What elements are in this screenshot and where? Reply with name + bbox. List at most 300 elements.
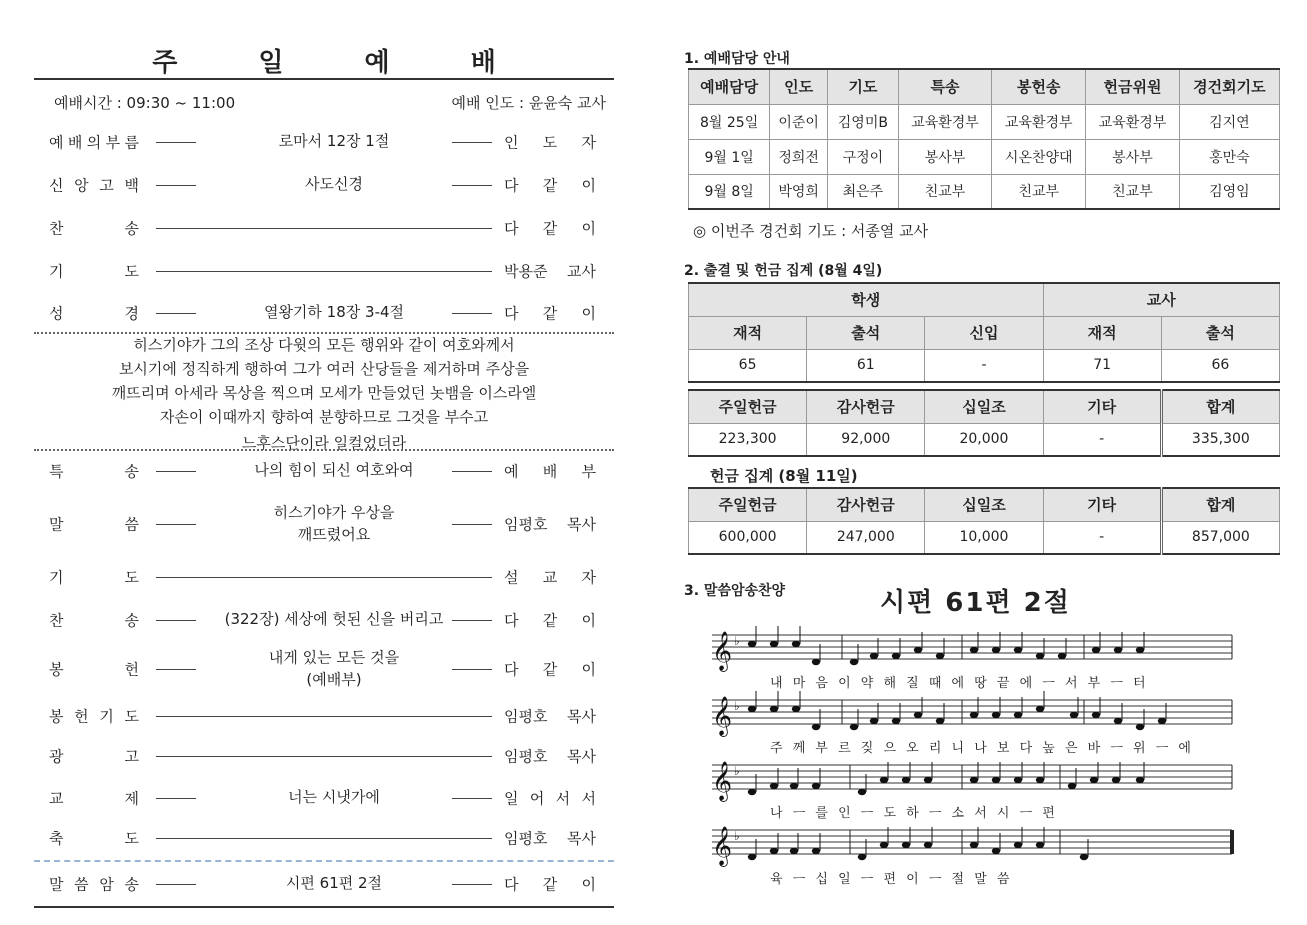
- table-cell: 857,000: [1161, 521, 1279, 554]
- leader-line: [156, 716, 492, 717]
- note-head: [970, 712, 978, 718]
- order-row: [34, 864, 614, 904]
- order-person-part: 목사: [567, 829, 596, 848]
- order-row: [34, 208, 614, 248]
- order-person-part: 자: [581, 568, 596, 587]
- duty-cell: 교육환경부: [992, 104, 1086, 139]
- note-head: [936, 718, 944, 724]
- order-label: [49, 567, 139, 588]
- offering-value-row: [689, 521, 1280, 554]
- table-cell: 주일헌금: [689, 390, 807, 423]
- scripture-line: 히스기야가 그의 조상 다윗의 모든 행위와 같이 여호와께서: [133, 336, 515, 354]
- order-label: [49, 218, 139, 239]
- song-title: 시편 61편 2절: [880, 588, 1071, 618]
- note-head: [850, 724, 858, 730]
- table-cell: 출석: [807, 316, 925, 349]
- table-cell: 66: [1161, 349, 1279, 382]
- note-head: [970, 842, 978, 848]
- flat-sign: ♭: [734, 764, 740, 778]
- duty-cell: 이준이: [770, 104, 828, 139]
- order-content: [174, 873, 494, 895]
- note-head: [1112, 777, 1120, 783]
- attendance-table: [688, 282, 1280, 383]
- order-label-char: 도: [124, 262, 139, 281]
- lyric-line: 내 마 음 이 약 해 질 때 에 땅 끝 에 ㅡ 서 부 ㅡ 터: [770, 676, 1149, 691]
- order-person: [504, 461, 596, 482]
- order-person-part: 자: [581, 133, 596, 152]
- note-head: [892, 653, 900, 659]
- note-head: [812, 724, 820, 730]
- order-person-part: 서: [555, 789, 571, 808]
- note-head: [970, 777, 978, 783]
- order-person-part: 목사: [567, 515, 596, 534]
- order-label: [49, 261, 139, 282]
- order-content: [174, 131, 494, 153]
- duty-cell: 김영임: [1179, 174, 1279, 209]
- order-label: [49, 659, 139, 680]
- flat-sign: ♭: [734, 699, 740, 713]
- order-label-char: 씀: [124, 515, 139, 534]
- order-row: [34, 818, 614, 858]
- table-cell: 재적: [1043, 316, 1161, 349]
- duty-cell: 박영희: [770, 174, 828, 209]
- order-label-char: 도: [124, 829, 139, 848]
- table-cell: 기타: [1043, 390, 1161, 423]
- order-label-char: 경: [124, 304, 139, 323]
- order-content: [174, 609, 494, 631]
- order-person-part: 목사: [567, 747, 596, 766]
- order-label-char: 암: [99, 875, 114, 894]
- order-row: [34, 165, 614, 205]
- duty-header-row: [689, 69, 1280, 104]
- order-person-part: 다: [504, 304, 519, 323]
- note-head: [1014, 647, 1022, 653]
- scripture-line: 보시기에 정직하게 행하여 그가 여러 산당들을 제거하며 주상을: [118, 360, 530, 378]
- note-head: [1080, 854, 1088, 860]
- order-person-part: 다: [504, 611, 519, 630]
- order-label: [49, 461, 139, 482]
- table-cell: 신입: [925, 316, 1043, 349]
- duty-cell: 구정이: [828, 139, 899, 174]
- treble-clef-icon: 𝄞: [712, 631, 733, 671]
- note-head: [858, 854, 866, 860]
- order-content-text: 나의 힘이 되신 여호와여: [246, 461, 421, 479]
- order-label-char: 광: [49, 747, 64, 766]
- note-head: [770, 641, 778, 647]
- note-head: [1158, 718, 1166, 724]
- table-cell: 합계: [1161, 390, 1279, 423]
- note-head: [1036, 842, 1044, 848]
- order-label-char: 도: [124, 568, 139, 587]
- duty-cell: 9월 1일: [689, 139, 770, 174]
- order-person: [504, 132, 596, 153]
- note-head: [870, 718, 878, 724]
- table-cell: 감사헌금: [807, 390, 925, 423]
- order-label: [49, 706, 139, 727]
- order-person-part: 임평호: [504, 829, 548, 848]
- leader-line: [156, 228, 492, 229]
- order-label-char: 송: [124, 219, 139, 238]
- treble-clef-icon: 𝄞: [712, 696, 733, 736]
- note-head: [1070, 712, 1078, 718]
- order-person-part: 인: [504, 133, 519, 152]
- leader-line: [156, 577, 492, 578]
- order-label: [49, 175, 139, 196]
- order-person: [504, 788, 596, 809]
- duty-cell: 친교부: [898, 174, 992, 209]
- table-cell: 재적: [689, 316, 807, 349]
- order-label: [49, 828, 139, 849]
- flat-sign: ♭: [734, 829, 740, 843]
- order-content-text: 로마서 12장 1절: [271, 132, 398, 150]
- order-label-char: 송: [124, 875, 139, 894]
- leader-line: [156, 838, 492, 839]
- order-person-part: 다: [504, 219, 519, 238]
- note-head: [992, 777, 1000, 783]
- duty-header-cell: 특송: [898, 69, 992, 104]
- note-head: [1014, 712, 1022, 718]
- duty-cell: 봉사부: [1086, 139, 1180, 174]
- order-person-part: 임평호: [504, 707, 548, 726]
- service-leader: 예배 인도 : 윤윤숙 교사: [451, 94, 606, 112]
- order-label-char: 찬: [49, 611, 64, 630]
- note-head: [748, 641, 756, 647]
- order-person-part: 도: [542, 133, 558, 152]
- order-label-char: 기: [99, 707, 114, 726]
- order-person-part: 설: [504, 568, 519, 587]
- note-head: [992, 647, 1000, 653]
- order-person: [504, 828, 596, 849]
- note-head: [1136, 647, 1144, 653]
- order-label-char: 제: [124, 789, 139, 808]
- order-person-part: 이: [581, 176, 596, 195]
- note-head: [1014, 777, 1022, 783]
- scripture-line: 느후스단이라 일컬었더라: [241, 434, 407, 452]
- order-label-char: 특: [49, 462, 64, 481]
- order-label-char: 백: [124, 176, 139, 195]
- order-label: [49, 132, 139, 153]
- order-label: [49, 514, 139, 535]
- note-head: [870, 653, 878, 659]
- order-person-part: 이: [581, 660, 596, 679]
- note-head: [790, 848, 798, 854]
- note-head: [1114, 718, 1122, 724]
- table-cell: 600,000: [689, 521, 807, 554]
- note-head: [992, 712, 1000, 718]
- order-person-part: 부: [581, 462, 596, 481]
- order-label-char: 배: [67, 133, 83, 152]
- order-person-part: 다: [504, 875, 519, 894]
- duty-cell: 정희전: [770, 139, 828, 174]
- note-head: [902, 777, 910, 783]
- order-content-text: (322장) 세상에 헛된 신을 버리고: [217, 610, 452, 628]
- order-label-char: 헌: [124, 660, 139, 679]
- order-person: [504, 514, 596, 535]
- duty-heading: 1. 예배담당 안내: [684, 51, 790, 67]
- order-label-char: 예: [49, 133, 64, 152]
- order-person: [504, 175, 596, 196]
- bottom-rule: [34, 906, 614, 908]
- order-label-char: 말: [49, 515, 64, 534]
- table-cell: -: [1043, 521, 1161, 554]
- order-row: [34, 649, 614, 689]
- note-head: [812, 659, 820, 665]
- note-head: [892, 718, 900, 724]
- student-group-header: 학생: [689, 283, 1044, 316]
- table-cell: 247,000: [807, 521, 925, 554]
- note-head: [880, 777, 888, 783]
- order-content-text: 내게 있는 모든 것을: [261, 648, 407, 666]
- order-person-part: 이: [581, 611, 596, 630]
- order-person-part: 같: [542, 304, 558, 323]
- table-cell: 223,300: [689, 423, 807, 456]
- order-label-char: 도: [124, 707, 139, 726]
- order-row: [34, 122, 614, 162]
- lyric-line: 육 ㅡ 십 일 ㅡ 편 이 ㅡ 절 말 씀: [770, 872, 1013, 887]
- duty-cell: 봉사부: [898, 139, 992, 174]
- duty-cell: 교육환경부: [1086, 104, 1180, 139]
- duty-cell: 친교부: [1086, 174, 1180, 209]
- duty-table: [688, 68, 1280, 210]
- offering-header-row: [689, 390, 1280, 423]
- order-person-part: 임평호: [504, 747, 548, 766]
- service-time: 예배시간 : 09:30 ~ 11:00: [54, 94, 236, 112]
- order-content-text: (예배부): [298, 670, 369, 688]
- order-person-part: 이: [581, 219, 596, 238]
- treble-clef-icon: 𝄞: [712, 761, 733, 801]
- table-cell: 20,000: [925, 423, 1043, 456]
- duty-cell: 교육환경부: [898, 104, 992, 139]
- order-label-char: 송: [124, 611, 139, 630]
- note-head: [1114, 647, 1122, 653]
- offering-value-row: [689, 423, 1280, 456]
- lyric-line: 주 께 부 르 짖 으 오 리 니 나 보 다 높 은 바 ㅡ 위 ㅡ 에: [770, 741, 1194, 756]
- flat-sign: ♭: [734, 634, 740, 648]
- offering-aug11-heading: 헌금 집계 (8월 11일): [710, 467, 858, 485]
- order-label-char: 헌: [74, 707, 89, 726]
- service-order-page: [34, 30, 614, 910]
- order-label-char: 봉: [49, 660, 64, 679]
- order-person: [504, 218, 596, 239]
- note-head: [1092, 712, 1100, 718]
- table-cell: 335,300: [1161, 423, 1279, 456]
- table-cell: 주일헌금: [689, 488, 807, 521]
- order-content-text: 시편 61편 2절: [278, 874, 390, 892]
- note-head: [748, 854, 756, 860]
- note-head: [880, 842, 888, 848]
- order-label: [49, 788, 139, 809]
- note-head: [858, 789, 866, 795]
- teacher-group-header: 교사: [1043, 283, 1279, 316]
- memory-heading: 3. 말씀암송찬양: [684, 583, 786, 599]
- note-head: [792, 706, 800, 712]
- order-person: [504, 874, 596, 895]
- order-label-char: 고: [124, 747, 139, 766]
- order-person-part: 다: [504, 176, 519, 195]
- table-cell: 기타: [1043, 488, 1161, 521]
- order-label-char: 기: [49, 262, 64, 281]
- order-content-text: 너는 시냇가에: [280, 788, 388, 806]
- table-cell: 92,000: [807, 423, 925, 456]
- order-content-text: 히스기야가 우상을: [266, 503, 403, 521]
- table-cell: 65: [689, 349, 807, 382]
- order-content: [174, 460, 494, 482]
- closing-dashed-rule: [34, 860, 614, 862]
- order-label-char: 말: [49, 875, 64, 894]
- order-person-part: 같: [542, 219, 558, 238]
- duty-cell: 시온찬양대: [992, 139, 1086, 174]
- order-label-char: 찬: [49, 219, 64, 238]
- duty-header-cell: 기도: [828, 69, 899, 104]
- scripture-line: 깨뜨리며 아세라 목상을 찍으며 모세가 만들었던 놋뱀을 이스라엘: [111, 384, 537, 402]
- note-head: [924, 842, 932, 848]
- table-cell: -: [1043, 423, 1161, 456]
- order-content: [174, 647, 494, 691]
- scripture-text: [34, 333, 614, 455]
- order-person-part: 같: [542, 875, 558, 894]
- order-person-part: 교사: [567, 262, 596, 281]
- note-head: [1036, 706, 1044, 712]
- duty-cell: 8월 25일: [689, 104, 770, 139]
- page-title: 주 일 예 배: [152, 48, 532, 78]
- order-person: [504, 659, 596, 680]
- order-row: [34, 736, 614, 776]
- order-person-part: 어: [529, 789, 545, 808]
- note-head: [1068, 783, 1076, 789]
- order-content: [174, 174, 494, 196]
- note-head: [936, 653, 944, 659]
- order-person: [504, 746, 596, 767]
- note-head: [770, 848, 778, 854]
- order-person-part: 일: [504, 789, 519, 808]
- note-head: [812, 848, 820, 854]
- order-row: [34, 600, 614, 640]
- order-content: [174, 787, 494, 809]
- duty-row: [689, 139, 1280, 174]
- order-label: [49, 746, 139, 767]
- order-label-char: 교: [49, 789, 64, 808]
- duty-row: [689, 174, 1280, 209]
- order-content-text: 사도신경: [297, 175, 371, 193]
- order-content-text: 깨뜨렸어요: [290, 525, 378, 543]
- note-head: [924, 777, 932, 783]
- note-head: [1014, 842, 1022, 848]
- order-person-part: 같: [542, 611, 558, 630]
- order-person-part: 배: [542, 462, 558, 481]
- note-head: [1092, 647, 1100, 653]
- note-head: [902, 842, 910, 848]
- note-head: [790, 783, 798, 789]
- order-label-char: 앙: [74, 176, 89, 195]
- order-person: [504, 303, 596, 324]
- leader-line: [156, 756, 492, 757]
- prayer-note: ◎ 이번주 경건회 기도 : 서종열 교사: [693, 222, 929, 240]
- note-head: [812, 783, 820, 789]
- order-person: [504, 706, 596, 727]
- note-head: [1136, 724, 1144, 730]
- order-label-char: 씀: [74, 875, 89, 894]
- order-person-part: 서: [581, 789, 596, 808]
- order-label-char: 부: [105, 133, 121, 152]
- note-head: [770, 706, 778, 712]
- table-cell: 61: [807, 349, 925, 382]
- note-head: [770, 783, 778, 789]
- order-person-part: 교: [542, 568, 558, 587]
- order-person-part: 이: [581, 304, 596, 323]
- attendance-value-row: [689, 349, 1280, 382]
- order-person-part: 다: [504, 660, 519, 679]
- order-person-part: 같: [542, 660, 558, 679]
- duty-cell: 홍만숙: [1179, 139, 1279, 174]
- order-label: [49, 303, 139, 324]
- order-label-char: 의: [86, 133, 102, 152]
- order-person-part: 이: [581, 875, 596, 894]
- duty-header-cell: 예배담당: [689, 69, 770, 104]
- note-head: [914, 647, 922, 653]
- order-label-char: 성: [49, 304, 64, 323]
- duty-cell: 김지연: [1179, 104, 1279, 139]
- duty-cell: 9월 8일: [689, 174, 770, 209]
- table-cell: -: [925, 349, 1043, 382]
- order-row: [34, 696, 614, 736]
- title-rule: [34, 78, 614, 80]
- note-head: [1136, 777, 1144, 783]
- order-label-char: 고: [99, 176, 114, 195]
- duty-header-cell: 봉헌송: [992, 69, 1086, 104]
- order-label: [49, 874, 139, 895]
- offering-table-aug11: [688, 487, 1280, 555]
- table-cell: 감사헌금: [807, 488, 925, 521]
- order-content: [174, 302, 494, 324]
- order-row: [34, 293, 614, 333]
- scripture-line: 자손이 이때까지 향하여 분향하므로 그것을 부수고: [159, 408, 489, 426]
- note-head: [914, 712, 922, 718]
- note-head: [1058, 653, 1066, 659]
- order-person-part: 같: [542, 176, 558, 195]
- duty-row: [689, 104, 1280, 139]
- treble-clef-icon: 𝄞: [712, 826, 733, 866]
- order-label-char: 름: [124, 133, 139, 152]
- note-head: [1090, 777, 1098, 783]
- duty-header-cell: 경건회기도: [1179, 69, 1279, 104]
- leader-line: [156, 271, 492, 272]
- order-row: [34, 451, 614, 491]
- table-cell: 10,000: [925, 521, 1043, 554]
- order-label: [49, 610, 139, 631]
- table-cell: 합계: [1161, 488, 1279, 521]
- duty-header-cell: 인도: [770, 69, 828, 104]
- duty-cell: 김영미B: [828, 104, 899, 139]
- order-person: [504, 567, 596, 588]
- table-cell: 출석: [1161, 316, 1279, 349]
- order-person-part: 목사: [567, 707, 596, 726]
- order-row: [34, 557, 614, 597]
- offering-header-row: [689, 488, 1280, 521]
- order-row: [34, 778, 614, 818]
- order-label-char: 송: [124, 462, 139, 481]
- note-head: [970, 647, 978, 653]
- note-head: [748, 706, 756, 712]
- table-cell: 십일조: [925, 390, 1043, 423]
- order-row: [34, 504, 614, 544]
- note-head: [792, 641, 800, 647]
- note-head: [1036, 777, 1044, 783]
- order-person: [504, 610, 596, 631]
- attendance-heading: 2. 출결 및 헌금 집계 (8월 4일): [684, 263, 883, 279]
- duty-cell: 최은주: [828, 174, 899, 209]
- order-row: [34, 251, 614, 291]
- table-cell: 십일조: [925, 488, 1043, 521]
